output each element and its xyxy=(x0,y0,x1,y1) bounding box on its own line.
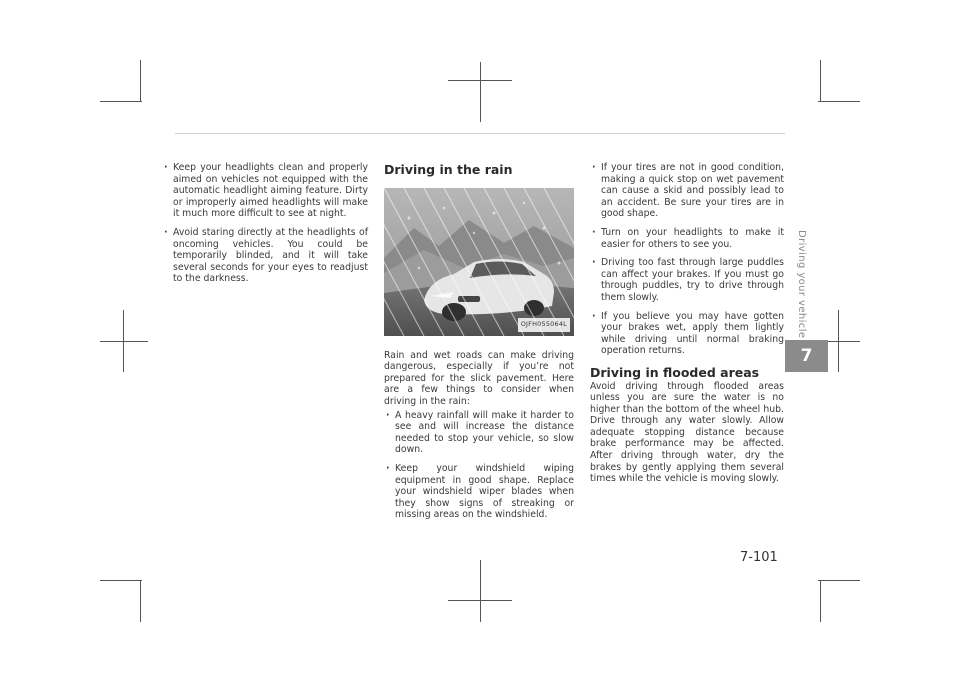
crop-mark xyxy=(448,600,512,601)
car-in-rain-image xyxy=(384,188,574,336)
crop-mark xyxy=(140,60,141,102)
chapter-side-title xyxy=(796,230,808,340)
crop-mark xyxy=(818,580,860,581)
chapter-number-badge: 7 xyxy=(785,340,828,372)
crop-mark xyxy=(448,80,512,81)
chapter-title-text: Driving your vehicle xyxy=(796,230,807,339)
list-item: · A heavy rainfall will make it harder to see and will increase the distance needed to stop your vehicle, so slow down. xyxy=(384,410,574,456)
crop-mark xyxy=(100,101,142,102)
crop-mark xyxy=(820,60,821,102)
section-heading: Driving in the rain xyxy=(384,162,513,177)
list-item: · Keep your windshield wiping equipment in good shape. Replace your windshield wiper blades when they show signs of streaking or missing areas on the windshield. xyxy=(384,463,574,521)
crop-mark xyxy=(140,580,141,622)
rain-driving-illustration xyxy=(384,188,574,336)
crop-mark xyxy=(480,560,481,622)
crop-mark xyxy=(818,101,860,102)
column-middle xyxy=(384,164,574,528)
header-rule xyxy=(175,133,785,134)
list-item: · If your tires are not in good condition, making a quick stop on wet pavement can cause a skid and possibly lead to an accident. Be sure your tires are in good shape. xyxy=(590,162,784,220)
bullet-list xyxy=(162,162,368,285)
list-item: · If you believe you may have gotten your brakes wet, apply them lightly while driving until normal braking operation returns. xyxy=(590,311,784,357)
bullet-list xyxy=(590,162,784,357)
column-left xyxy=(162,162,368,292)
list-item: · Driving too fast through large puddles can affect your brakes. If you must go through puddles, try to drive through them slowly. xyxy=(590,257,784,303)
bullet-list xyxy=(384,410,574,521)
page-number: 7-101 xyxy=(740,550,778,565)
crop-mark xyxy=(100,580,142,581)
flooded-areas-paragraph: Avoid driving through flooded areas unless you are sure the water is no higher than the bottom of the wheel hub. Drive through any water slowly. Allow adequate stopping distance because brake performance may be affected. After driving through water, dry the brakes by gently applying them several times while the vehicle is moving slowly. xyxy=(590,380,784,485)
section-heading: Driving in flooded areas xyxy=(590,364,760,380)
list-item: · Turn on your headlights to make it easier for others to see you. xyxy=(590,227,784,250)
crop-mark xyxy=(820,580,821,622)
image-caption: OJFH055064L xyxy=(518,318,570,332)
list-item: · Keep your headlights clean and properly aimed on vehicles not equipped with the automatic headlight aiming feature. Dirty or improperly aimed headlights will make it much more difficult to see at night. xyxy=(162,162,368,220)
list-item: · Avoid staring directly at the headlights of oncoming vehicles. You could be temporarily blinded, and it will take several seconds for your eyes to readjust to the darkness. xyxy=(162,227,368,285)
crop-mark xyxy=(480,62,481,122)
crop-mark xyxy=(100,341,148,342)
intro-paragraph: Rain and wet roads can make driving dangerous, especially if you’re not prepared for the slick pavement. Here are a few things to consider when driving in the rain: xyxy=(384,349,574,407)
column-right xyxy=(590,162,784,485)
